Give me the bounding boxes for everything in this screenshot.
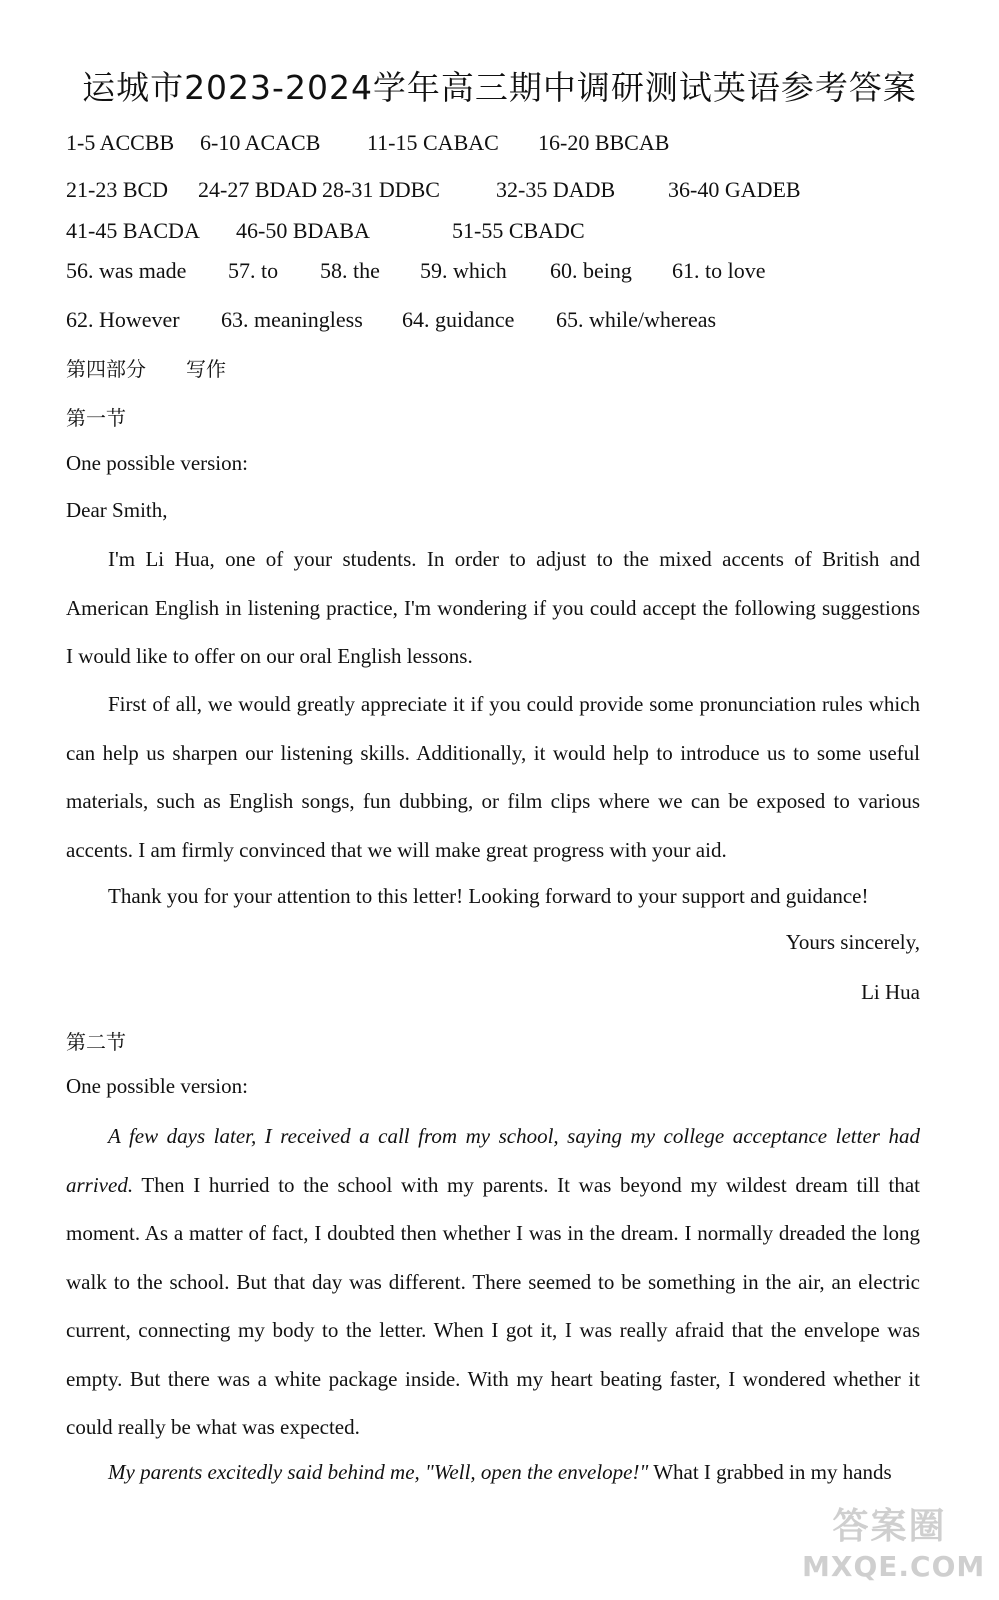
- story-p1-text: Then I hurried to the school with my parents. It was beyond my wildest dream till that moment. As a matter of fact, I doubted then whether I was in the dream. I normally dreaded the long walk to the school. But that day was different. There seemed to be something in the air, an electric current, connecting my body to the letter. When I got it, I was really afraid that the envelope was empty. But there was a white package inside. With my heart beating faster, I wondered whether it could really be what was expected.: [66, 1172, 920, 1439]
- section1-intro: One possible version:: [66, 451, 248, 475]
- answer-group: 63. meaningless: [221, 307, 363, 332]
- letter-paragraph-2: First of all, we would greatly appreciate it if you could provide some pronunciation rules which can help us sharpen our listening skills. Additionally, it would help to introduce us to some useful materials, such as English songs, fun dubbing, or film clips where we can be exposed to various accents. I am firmly convinced that we will make great progress with your aid.: [66, 692, 920, 862]
- page-title: 运城市2023-2024学年高三期中调研测试英语参考答案: [82, 68, 917, 107]
- answer-group: 36-40 GADEB: [668, 177, 801, 202]
- letter-paragraph-1: I'm Li Hua, one of your students. In order to adjust to the mixed accents of British and American English in listening practice, I'm wondering if you could accept the following suggestions I would like to offer on our oral English lessons.: [66, 547, 920, 668]
- answer-group: 32-35 DADB: [496, 177, 616, 202]
- answer-group: 11-15 CABAC: [367, 130, 499, 155]
- answer-group: 59. which: [420, 258, 507, 283]
- answer-group: 62. However: [66, 307, 180, 332]
- story-p2-text: What I grabbed in my hands: [648, 1460, 892, 1484]
- letter-closing: Yours sincerely,: [785, 930, 920, 954]
- story-p2-prompt: My parents excitedly said behind me, "Well, open the envelope!": [108, 1460, 649, 1484]
- section1-heading: 第一节: [66, 406, 126, 430]
- section2-heading: 第二节: [66, 1030, 126, 1054]
- site-watermark: [802, 1504, 986, 1594]
- answer-group: 21-23 BCD: [66, 177, 169, 202]
- letter-signature: Li Hua: [861, 980, 920, 1004]
- story-p1-prompt: A few days later, I received a call from my school, saying my college acceptance letter had arrived.: [66, 1124, 920, 1197]
- part4-heading: 第四部分 写作: [66, 357, 226, 381]
- letter-paragraph-3: Thank you for your attention to this letter! Looking forward to your support and guidance!: [108, 884, 869, 908]
- answer-group: 24-27 BDAD: [198, 177, 318, 202]
- answer-group: 57. to: [228, 258, 279, 283]
- letter-greeting: Dear Smith,: [66, 498, 168, 522]
- answer-group: 41-45 BACDA: [66, 218, 200, 243]
- answer-group: 28-31 DDBC: [322, 177, 440, 202]
- watermark-url: MXQE.COM: [802, 1550, 986, 1583]
- answer-group: 51-55 CBADC: [452, 218, 585, 243]
- story-paragraph-1: [66, 1112, 920, 1452]
- answer-group: 61. to love: [672, 258, 766, 283]
- answer-group: 65. while/whereas: [556, 307, 717, 332]
- story-paragraph-2: [66, 1448, 920, 1497]
- section2-intro: One possible version:: [66, 1074, 248, 1098]
- answer-group: 6-10 ACACB: [200, 130, 321, 155]
- answer-group: 64. guidance: [402, 307, 515, 332]
- answer-group: 56. was made: [66, 258, 187, 283]
- answer-group: 1-5 ACCBB: [66, 130, 175, 155]
- answer-group: 60. being: [550, 258, 632, 283]
- answer-group: 58. the: [320, 258, 380, 283]
- answer-group: 46-50 BDABA: [236, 218, 370, 243]
- watermark-logo: 答案圈: [832, 1506, 947, 1547]
- answer-group: 16-20 BBCAB: [538, 130, 670, 155]
